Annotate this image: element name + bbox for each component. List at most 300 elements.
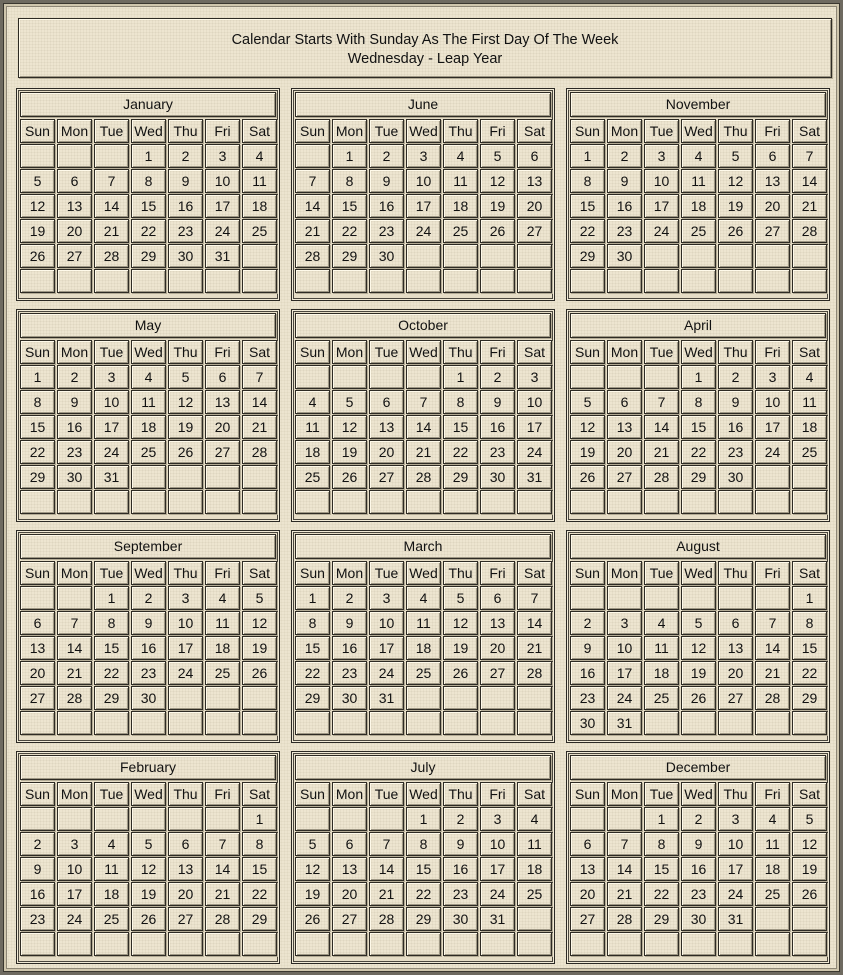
empty-day-cell	[406, 711, 441, 735]
day-cell: 24	[517, 440, 552, 464]
day-cell: 9	[718, 390, 753, 414]
day-cell: 11	[94, 857, 129, 881]
weekday-header: Fri	[480, 782, 515, 806]
day-cell: 30	[131, 686, 166, 710]
empty-day-cell	[369, 269, 404, 293]
day-cell: 6	[20, 611, 55, 635]
day-cell: 16	[332, 636, 367, 660]
empty-day-cell	[681, 269, 716, 293]
weekday-header: Wed	[681, 340, 716, 364]
day-cell: 18	[295, 440, 330, 464]
day-cell: 31	[607, 711, 642, 735]
day-cell: 26	[20, 244, 55, 268]
day-cell: 16	[57, 415, 92, 439]
weekday-header: Thu	[718, 340, 753, 364]
day-cell: 12	[168, 390, 203, 414]
day-cell: 3	[644, 144, 679, 168]
empty-day-cell	[792, 907, 827, 931]
day-cell: 21	[644, 440, 679, 464]
day-cell: 23	[168, 219, 203, 243]
weekday-header: Sat	[792, 340, 827, 364]
day-cell: 27	[517, 219, 552, 243]
empty-day-cell	[295, 144, 330, 168]
day-cell: 27	[332, 907, 367, 931]
empty-day-cell	[517, 244, 552, 268]
empty-day-cell	[443, 269, 478, 293]
empty-day-cell	[517, 490, 552, 514]
day-cell: 19	[792, 857, 827, 881]
empty-day-cell	[755, 586, 790, 610]
empty-day-cell	[205, 932, 240, 956]
day-cell: 18	[131, 415, 166, 439]
empty-day-cell	[168, 932, 203, 956]
day-cell: 3	[607, 611, 642, 635]
empty-day-cell	[681, 490, 716, 514]
empty-day-cell	[517, 686, 552, 710]
day-cell: 15	[242, 857, 277, 881]
day-cell: 28	[295, 244, 330, 268]
day-cell: 14	[205, 857, 240, 881]
day-cell: 18	[792, 415, 827, 439]
day-cell: 17	[205, 194, 240, 218]
day-cell: 23	[681, 882, 716, 906]
weekday-header: Thu	[443, 782, 478, 806]
empty-day-cell	[792, 711, 827, 735]
weekday-header: Sun	[295, 119, 330, 143]
day-cell: 12	[242, 611, 277, 635]
day-cell: 12	[131, 857, 166, 881]
day-cell: 12	[570, 415, 605, 439]
day-cell: 7	[94, 169, 129, 193]
day-cell: 20	[517, 194, 552, 218]
day-cell: 6	[369, 390, 404, 414]
empty-day-cell	[131, 490, 166, 514]
day-cell: 20	[755, 194, 790, 218]
day-cell: 15	[443, 415, 478, 439]
day-cell: 13	[205, 390, 240, 414]
weekday-header: Tue	[369, 340, 404, 364]
day-cell: 2	[443, 807, 478, 831]
weekday-header: Wed	[681, 561, 716, 585]
empty-day-cell	[517, 932, 552, 956]
day-cell: 2	[480, 365, 515, 389]
day-cell: 21	[406, 440, 441, 464]
day-cell: 1	[295, 586, 330, 610]
day-cell: 13	[480, 611, 515, 635]
day-cell: 18	[755, 857, 790, 881]
day-cell: 27	[718, 686, 753, 710]
day-cell: 10	[406, 169, 441, 193]
day-cell: 23	[718, 440, 753, 464]
day-cell: 22	[94, 661, 129, 685]
empty-day-cell	[205, 686, 240, 710]
day-cell: 21	[369, 882, 404, 906]
weekday-header: Fri	[755, 561, 790, 585]
empty-day-cell	[607, 365, 642, 389]
day-cell: 25	[792, 440, 827, 464]
month-grid	[570, 119, 828, 294]
day-cell: 25	[131, 440, 166, 464]
day-cell: 29	[20, 465, 55, 489]
empty-day-cell	[57, 269, 92, 293]
day-cell: 22	[242, 882, 277, 906]
day-cell: 17	[607, 661, 642, 685]
day-cell: 1	[131, 144, 166, 168]
weekday-header: Mon	[57, 340, 92, 364]
day-cell: 2	[607, 144, 642, 168]
weekday-header: Mon	[332, 561, 367, 585]
day-cell: 12	[480, 169, 515, 193]
day-cell: 30	[57, 465, 92, 489]
day-cell: 3	[205, 144, 240, 168]
day-cell: 20	[607, 440, 642, 464]
empty-day-cell	[295, 269, 330, 293]
day-cell: 16	[480, 415, 515, 439]
calendar-header	[18, 18, 832, 78]
empty-day-cell	[480, 932, 515, 956]
empty-day-cell	[755, 465, 790, 489]
day-cell: 6	[570, 832, 605, 856]
day-cell: 26	[242, 661, 277, 685]
day-cell: 19	[131, 882, 166, 906]
month-grid	[570, 340, 828, 515]
day-cell: 15	[792, 636, 827, 660]
empty-day-cell	[205, 490, 240, 514]
empty-day-cell	[570, 269, 605, 293]
day-cell: 20	[718, 661, 753, 685]
empty-day-cell	[205, 807, 240, 831]
empty-day-cell	[131, 711, 166, 735]
day-cell: 24	[205, 219, 240, 243]
day-cell: 30	[607, 244, 642, 268]
empty-day-cell	[242, 269, 277, 293]
day-cell: 8	[406, 832, 441, 856]
day-cell: 13	[20, 636, 55, 660]
day-cell: 25	[443, 219, 478, 243]
day-cell: 4	[406, 586, 441, 610]
month-grid	[20, 561, 278, 736]
day-cell: 17	[718, 857, 753, 881]
day-cell: 22	[406, 882, 441, 906]
day-cell: 29	[443, 465, 478, 489]
day-cell: 30	[570, 711, 605, 735]
weekday-header: Fri	[205, 561, 240, 585]
day-cell: 16	[681, 857, 716, 881]
empty-day-cell	[20, 711, 55, 735]
day-cell: 18	[205, 636, 240, 660]
empty-day-cell	[792, 269, 827, 293]
empty-day-cell	[94, 269, 129, 293]
empty-day-cell	[755, 244, 790, 268]
day-cell: 19	[681, 661, 716, 685]
weekday-header: Wed	[406, 561, 441, 585]
weekday-header: Thu	[168, 340, 203, 364]
day-cell: 7	[295, 169, 330, 193]
day-cell: 23	[131, 661, 166, 685]
weekday-header: Thu	[168, 782, 203, 806]
day-cell: 29	[792, 686, 827, 710]
day-cell: 1	[332, 144, 367, 168]
month-grid	[295, 561, 553, 736]
day-cell: 8	[332, 169, 367, 193]
day-cell: 4	[755, 807, 790, 831]
day-cell: 10	[480, 832, 515, 856]
day-cell: 11	[517, 832, 552, 856]
empty-day-cell	[20, 807, 55, 831]
day-cell: 24	[480, 882, 515, 906]
empty-day-cell	[406, 490, 441, 514]
day-cell: 4	[94, 832, 129, 856]
day-cell: 18	[406, 636, 441, 660]
month-name: December	[570, 755, 826, 780]
day-cell: 1	[792, 586, 827, 610]
day-cell: 22	[792, 661, 827, 685]
day-cell: 21	[205, 882, 240, 906]
day-cell: 2	[369, 144, 404, 168]
day-cell: 1	[94, 586, 129, 610]
empty-day-cell	[718, 586, 753, 610]
empty-day-cell	[369, 490, 404, 514]
day-cell: 18	[443, 194, 478, 218]
empty-day-cell	[295, 711, 330, 735]
day-cell: 6	[607, 390, 642, 414]
day-cell: 21	[295, 219, 330, 243]
empty-day-cell	[792, 465, 827, 489]
day-cell: 18	[242, 194, 277, 218]
day-cell: 14	[94, 194, 129, 218]
day-cell: 13	[570, 857, 605, 881]
weekday-header: Sat	[242, 119, 277, 143]
day-cell: 30	[681, 907, 716, 931]
day-cell: 16	[131, 636, 166, 660]
day-cell: 10	[718, 832, 753, 856]
weekday-header: Mon	[332, 119, 367, 143]
day-cell: 3	[517, 365, 552, 389]
day-cell: 10	[369, 611, 404, 635]
empty-day-cell	[332, 365, 367, 389]
day-cell: 26	[443, 661, 478, 685]
day-cell: 4	[443, 144, 478, 168]
day-cell: 3	[369, 586, 404, 610]
day-cell: 26	[131, 907, 166, 931]
day-cell: 13	[718, 636, 753, 660]
day-cell: 4	[205, 586, 240, 610]
day-cell: 14	[517, 611, 552, 635]
day-cell: 5	[480, 144, 515, 168]
day-cell: 18	[517, 857, 552, 881]
empty-day-cell	[681, 711, 716, 735]
day-cell: 30	[168, 244, 203, 268]
month-march	[291, 530, 555, 743]
day-cell: 29	[644, 907, 679, 931]
day-cell: 21	[755, 661, 790, 685]
month-grid	[295, 340, 553, 515]
day-cell: 23	[443, 882, 478, 906]
weekday-header: Sat	[517, 782, 552, 806]
day-cell: 21	[57, 661, 92, 685]
empty-day-cell	[168, 711, 203, 735]
day-cell: 11	[406, 611, 441, 635]
day-cell: 23	[20, 907, 55, 931]
day-cell: 16	[570, 661, 605, 685]
empty-day-cell	[20, 144, 55, 168]
day-cell: 12	[20, 194, 55, 218]
day-cell: 13	[332, 857, 367, 881]
day-cell: 22	[332, 219, 367, 243]
empty-day-cell	[644, 490, 679, 514]
weekday-header: Tue	[644, 561, 679, 585]
day-cell: 26	[570, 465, 605, 489]
empty-day-cell	[607, 490, 642, 514]
day-cell: 25	[517, 882, 552, 906]
month-name: November	[570, 92, 826, 117]
empty-day-cell	[20, 932, 55, 956]
day-cell: 11	[644, 636, 679, 660]
month-name: October	[295, 313, 551, 338]
day-cell: 7	[792, 144, 827, 168]
day-cell: 24	[755, 440, 790, 464]
day-cell: 14	[644, 415, 679, 439]
day-cell: 8	[20, 390, 55, 414]
day-cell: 27	[755, 219, 790, 243]
weekday-header: Sun	[570, 561, 605, 585]
day-cell: 20	[332, 882, 367, 906]
day-cell: 21	[94, 219, 129, 243]
empty-day-cell	[332, 269, 367, 293]
day-cell: 27	[607, 465, 642, 489]
weekday-header: Tue	[644, 119, 679, 143]
day-cell: 15	[644, 857, 679, 881]
empty-day-cell	[168, 465, 203, 489]
weekday-header: Mon	[57, 561, 92, 585]
empty-day-cell	[369, 932, 404, 956]
day-cell: 12	[792, 832, 827, 856]
day-cell: 5	[570, 390, 605, 414]
empty-day-cell	[406, 686, 441, 710]
day-cell: 1	[644, 807, 679, 831]
empty-day-cell	[242, 686, 277, 710]
day-cell: 8	[94, 611, 129, 635]
day-cell: 10	[755, 390, 790, 414]
day-cell: 21	[242, 415, 277, 439]
day-cell: 11	[242, 169, 277, 193]
empty-day-cell	[94, 144, 129, 168]
day-cell: 21	[517, 636, 552, 660]
month-april	[566, 309, 830, 522]
day-cell: 28	[242, 440, 277, 464]
empty-day-cell	[205, 269, 240, 293]
day-cell: 28	[57, 686, 92, 710]
month-name: September	[20, 534, 276, 559]
day-cell: 27	[480, 661, 515, 685]
day-cell: 24	[94, 440, 129, 464]
day-cell: 21	[792, 194, 827, 218]
day-cell: 31	[517, 465, 552, 489]
day-cell: 24	[168, 661, 203, 685]
day-cell: 28	[205, 907, 240, 931]
day-cell: 26	[295, 907, 330, 931]
weekday-header: Sun	[570, 340, 605, 364]
weekday-header: Wed	[681, 782, 716, 806]
day-cell: 17	[57, 882, 92, 906]
weekday-header: Wed	[131, 119, 166, 143]
month-may	[16, 309, 280, 522]
day-cell: 29	[681, 465, 716, 489]
day-cell: 14	[755, 636, 790, 660]
day-cell: 31	[205, 244, 240, 268]
day-cell: 17	[480, 857, 515, 881]
day-cell: 10	[517, 390, 552, 414]
day-cell: 24	[718, 882, 753, 906]
day-cell: 15	[406, 857, 441, 881]
day-cell: 20	[20, 661, 55, 685]
day-cell: 29	[406, 907, 441, 931]
empty-day-cell	[242, 244, 277, 268]
empty-day-cell	[570, 586, 605, 610]
month-february	[16, 751, 280, 964]
day-cell: 13	[607, 415, 642, 439]
day-cell: 5	[168, 365, 203, 389]
day-cell: 13	[755, 169, 790, 193]
day-cell: 16	[168, 194, 203, 218]
day-cell: 6	[168, 832, 203, 856]
day-cell: 3	[168, 586, 203, 610]
day-cell: 28	[755, 686, 790, 710]
empty-day-cell	[718, 932, 753, 956]
day-cell: 23	[607, 219, 642, 243]
day-cell: 13	[369, 415, 404, 439]
day-cell: 17	[369, 636, 404, 660]
day-cell: 17	[517, 415, 552, 439]
empty-day-cell	[480, 269, 515, 293]
month-grid	[570, 561, 828, 736]
day-cell: 15	[131, 194, 166, 218]
day-cell: 6	[57, 169, 92, 193]
empty-day-cell	[480, 490, 515, 514]
month-grid	[295, 782, 553, 957]
day-cell: 2	[570, 611, 605, 635]
weekday-header: Mon	[332, 782, 367, 806]
weekday-header: Tue	[94, 340, 129, 364]
calendar-page	[3, 3, 840, 972]
weekday-header: Thu	[168, 119, 203, 143]
day-cell: 26	[681, 686, 716, 710]
weekday-header: Mon	[607, 561, 642, 585]
month-grid	[20, 782, 278, 957]
weekday-header: Sat	[242, 340, 277, 364]
day-cell: 19	[332, 440, 367, 464]
weekday-header: Mon	[332, 340, 367, 364]
month-name: August	[570, 534, 826, 559]
month-name: June	[295, 92, 551, 117]
empty-day-cell	[681, 586, 716, 610]
day-cell: 28	[644, 465, 679, 489]
empty-day-cell	[644, 711, 679, 735]
day-cell: 3	[94, 365, 129, 389]
day-cell: 26	[168, 440, 203, 464]
weekday-header: Fri	[755, 340, 790, 364]
weekday-header: Thu	[443, 119, 478, 143]
day-cell: 4	[242, 144, 277, 168]
day-cell: 14	[57, 636, 92, 660]
empty-day-cell	[20, 490, 55, 514]
empty-day-cell	[644, 269, 679, 293]
day-cell: 3	[718, 807, 753, 831]
empty-day-cell	[205, 465, 240, 489]
day-cell: 15	[295, 636, 330, 660]
weekday-header: Wed	[131, 561, 166, 585]
month-grid	[570, 782, 828, 957]
